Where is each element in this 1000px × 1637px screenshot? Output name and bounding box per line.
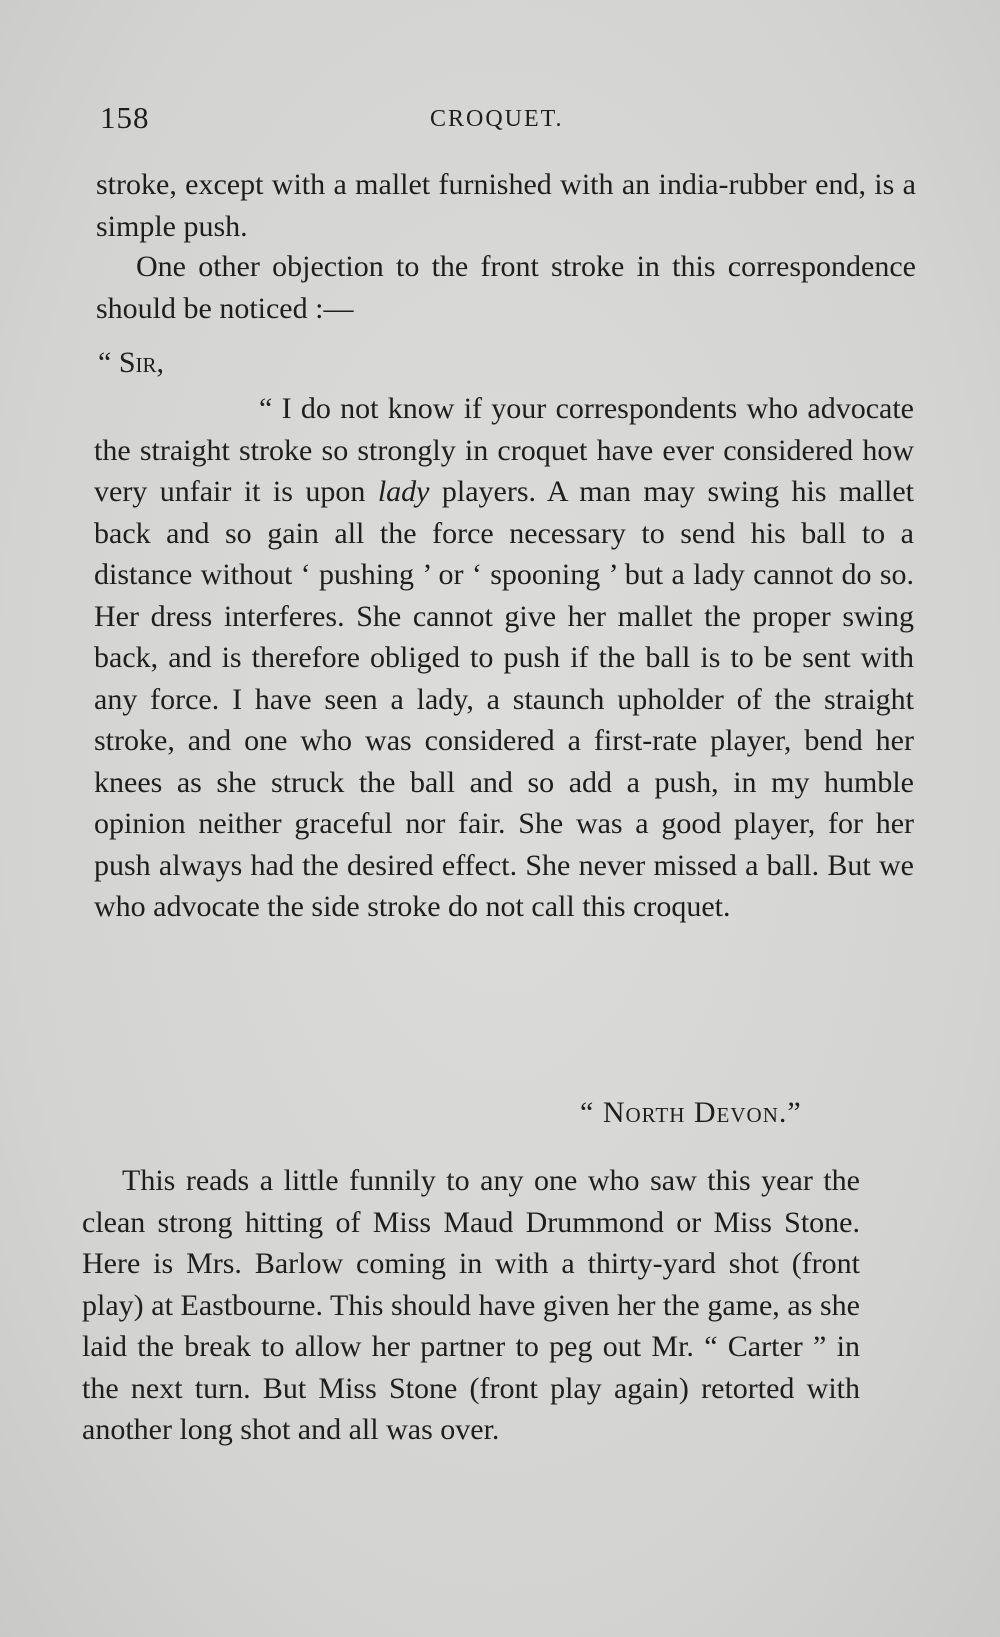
paragraph-continuation bbox=[96, 164, 916, 247]
running-head: CROQUET. bbox=[430, 106, 564, 132]
salutation-text: Sir, bbox=[118, 346, 165, 379]
paragraph-commentary bbox=[82, 1160, 860, 1451]
letter-text bbox=[94, 388, 914, 928]
letter-italic-word: lady bbox=[377, 475, 430, 508]
paragraph-text: One other objection to the front stroke in this correspondence should be noticed :— bbox=[96, 250, 916, 325]
quoted-letter bbox=[94, 388, 914, 928]
letter-text-part-2: players. A man may swing his mallet back and so gain all the force necessary to send his ball to a distance without ‘ pushing ’ or ‘ spooning ’ but a lady cannot do so. Her dress interferes. She cannot give her mallet the proper swing back, and is therefore obliged to push if the ball is to be sent with any force. I have seen a lady, a staunch upholder of the straight stroke, and one who was considered a first-rate player, bend her knees as she struck the ball and so add a push, in my humble opinion neither graceful nor fair. She was a good player, for her push always had the desired effect. She never missed a ball. But we who advocate the side stroke do not call this croquet. bbox=[94, 475, 914, 923]
paragraph-text: stroke, except with a mallet furnished with an india-rubber end, is a simple push. bbox=[96, 168, 916, 243]
letter-text-part-1: “ I do not know if your correspondents who advocate the straight stroke so strongly in croquet have ever considered how very unfair it is upon bbox=[94, 392, 914, 508]
page-header bbox=[100, 100, 940, 140]
salutation-quote: “ bbox=[98, 346, 119, 379]
letter-signature: “ North Devon.” bbox=[580, 1096, 802, 1129]
letter-salutation bbox=[98, 346, 164, 380]
page-number: 158 bbox=[100, 100, 150, 135]
paragraph-objection bbox=[96, 246, 916, 329]
paragraph-text: This reads a little funnily to any one who saw this year the clean strong hitting of Miss Maud Drummond or Miss Stone. Here is Mrs. Barlow coming in with a thirty-yard shot (front play) at Eastbourne. This should have given her the game, as she laid the break to allow her partner to peg out Mr. “ Carter ” in the next turn. But Miss Stone (front play again) retorted with another long shot and all was over. bbox=[82, 1164, 860, 1446]
